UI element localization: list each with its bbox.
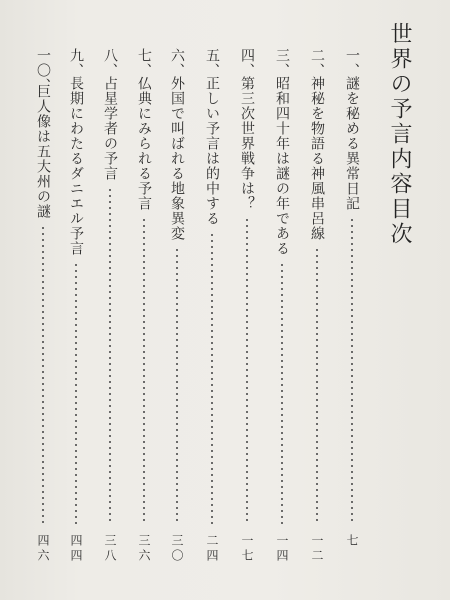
toc-entry-page: 二四 xyxy=(205,534,219,564)
toc-entry-number: 五、 xyxy=(204,48,220,78)
toc-title: 世界の予言内容目次 xyxy=(387,22,412,247)
toc-leader-dots xyxy=(109,187,111,524)
toc-entry-page: 一四 xyxy=(275,534,289,564)
toc-entry-page: 一二 xyxy=(310,534,324,564)
toc-entry-number: 六、 xyxy=(169,48,185,78)
toc-entry-page: 三〇 xyxy=(170,534,184,564)
toc-entry-page: 三六 xyxy=(137,534,151,564)
toc-entry-page: 一七 xyxy=(240,534,254,564)
toc-leader-dots xyxy=(316,247,318,524)
toc-leader-dots xyxy=(176,247,178,524)
toc-entry-title[interactable]: 巨人像は五大州の謎 xyxy=(35,84,51,219)
toc-entry-number: 七、 xyxy=(136,48,152,78)
toc-leader-dots xyxy=(281,262,283,524)
toc-leader-dots xyxy=(143,217,145,524)
toc-entry-title[interactable]: 長期にわたるダニエル予言 xyxy=(68,76,84,256)
toc-entry-number: 一〇、 xyxy=(35,48,51,93)
toc-entry-page: 三八 xyxy=(103,534,117,564)
toc-entry-number: 八、 xyxy=(102,48,118,78)
toc-leader-dots xyxy=(211,232,213,524)
toc-entry-page: 四四 xyxy=(69,534,83,564)
toc-entry-number: 四、 xyxy=(239,48,255,78)
toc-entry-title[interactable]: 仏典にみられる予言 xyxy=(136,76,152,211)
toc-entry-number: 一、 xyxy=(344,48,360,78)
toc-entry-number: 九、 xyxy=(68,48,84,78)
toc-entry-title[interactable]: 謎を秘める異常日記 xyxy=(344,76,360,211)
toc-entry-number: 三、 xyxy=(274,48,290,78)
toc-entry-title[interactable]: 外国で叫ばれる地象異変 xyxy=(169,76,185,241)
toc-leader-dots xyxy=(75,262,77,524)
toc-entry-title[interactable]: 正しい予言は的中する xyxy=(204,76,220,226)
toc-entry-title[interactable]: 第三次世界戦争は？ xyxy=(239,76,255,211)
toc-entry-page: 七 xyxy=(345,534,359,549)
toc-leader-dots xyxy=(351,217,353,524)
toc-entry-title[interactable]: 占星学者の予言 xyxy=(102,76,118,181)
toc-entry-page: 四六 xyxy=(36,534,50,564)
toc-entry-title[interactable]: 神秘を物語る神風串呂線 xyxy=(309,76,325,241)
toc-entry-number: 二、 xyxy=(309,48,325,78)
toc-leader-dots xyxy=(42,225,44,524)
toc-leader-dots xyxy=(246,217,248,524)
toc-entry-title[interactable]: 昭和四十年は謎の年である xyxy=(274,76,290,256)
